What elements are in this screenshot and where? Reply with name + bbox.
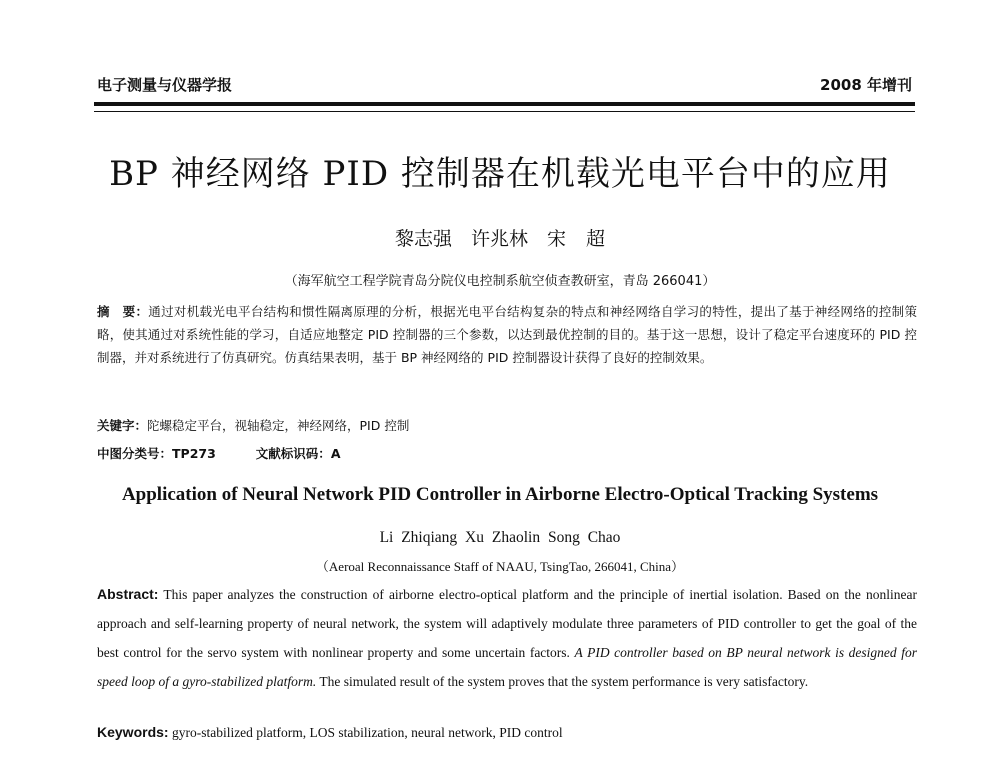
chinese-title: BP 神经网络 PID 控制器在机载光电平台中的应用 <box>109 154 891 194</box>
english-abstract <box>97 580 917 696</box>
chinese-authors: 黎志强 许兆林 宋 超 <box>394 228 606 250</box>
chinese-keywords <box>97 414 917 437</box>
english-abstract-text-1: This paper analyzes the construction of airborne electro-optical platform and the principle of inertial isolation. Based on the nonlinear approach and self-learning property of neural network, the system will adaptively modulate three parameters of PID controller to get the goal of the best control for the servo system with nonlinear property and some uncertain factors. <box>97 587 917 660</box>
clc-code: TP273 <box>172 446 216 461</box>
chinese-keywords-text: 陀螺稳定平台，视轴稳定，神经网络，PID 控制 <box>147 418 410 433</box>
chinese-affiliation: （海军航空工程学院青岛分院仪电控制系航空侦查教研室，青岛 266041） <box>284 274 716 289</box>
doc-code-label: 文献标识码： <box>255 446 331 461</box>
classification-line <box>97 442 917 465</box>
chinese-abstract-label: 摘 要： <box>97 304 149 319</box>
english-keywords-label: Keywords: <box>97 724 169 740</box>
clc-label: 中图分类号： <box>97 446 173 461</box>
journal-name: 电子测量与仪器学报 <box>97 76 233 94</box>
english-keywords <box>97 724 917 741</box>
header-rule-thin <box>94 111 915 112</box>
english-keywords-text: gyro-stabilized platform, LOS stabilization, neural network, PID control <box>171 725 563 740</box>
english-title: Application of Neural Network PID Controller in Airborne Electro-Optical Tracking Systems <box>121 484 879 505</box>
english-abstract-italic: A PID controller based on BP neural network is designed for speed loop of a gyro-stabilized platform. <box>97 645 917 689</box>
english-affiliation: （Aeroal Reconnaissance Staff of NAAU, TsingTao, 266041, China） <box>315 559 685 574</box>
doc-code: A <box>330 446 341 461</box>
chinese-abstract-text: 通过对机载光电平台结构和惯性隔离原理的分析，根据光电平台结构复杂的特点和神经网络自学习的特性，提出了基于神经网络的控制策略，使其通过对系统性能的学习，自适应地整定 PID 控制器的三个参数，以达到最优控制的目的。基于这一思想，设计了稳定平台速度环的 PID 控制器，并对系统进行了仿真研究。仿真结果表明，基于 BP 神经网络的 PID 控制器设计获得了良好的控制效果。 <box>97 304 917 365</box>
journal-issue: 2008 年增刊 <box>820 76 912 94</box>
header-rule-thick <box>94 102 915 106</box>
english-abstract-label: Abstract: <box>97 586 159 602</box>
chinese-abstract <box>97 300 917 369</box>
english-abstract-text-2: The simulated result of the system proves that the system performance is very satisfactory. <box>319 674 809 689</box>
english-authors: Li Zhiqiang Xu Zhaolin Song Chao <box>379 529 621 546</box>
chinese-keywords-label: 关键字： <box>97 418 148 433</box>
